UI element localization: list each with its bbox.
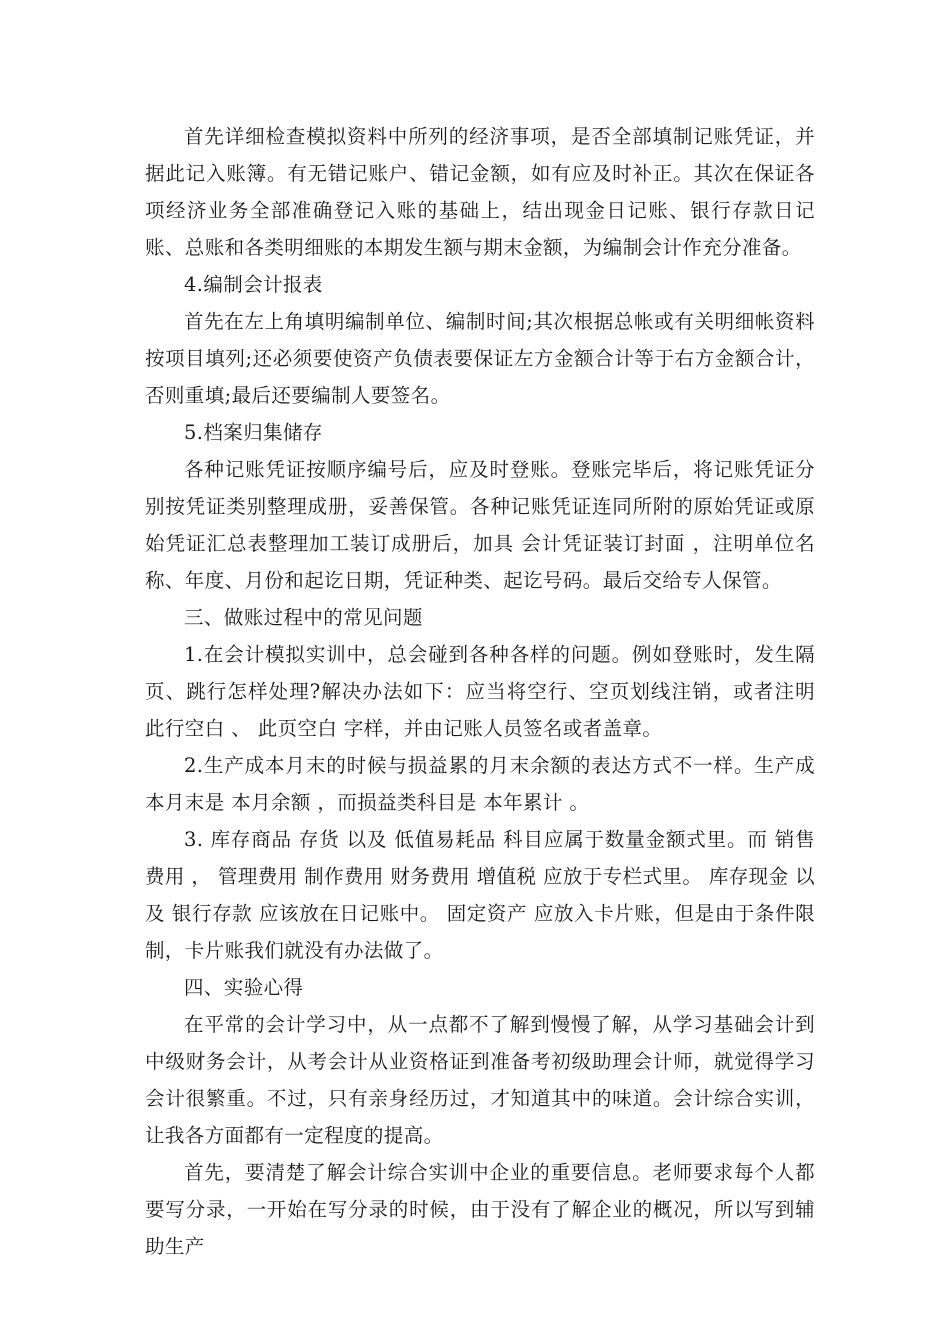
paragraph-prepare-statements: 首先在左上角填明编制单位、编制时间;其次根据总帐或有关明细帐资料按项目填列;还必须要使资产负债表要保证左方金额合计等于右方金额合计，否则重填;最后还要编制人要签名。 xyxy=(145,310,815,407)
heading-experiment-reflections: 四、实验心得 xyxy=(184,976,304,999)
heading-archive-storage: 5.档案归集储存 xyxy=(184,421,323,444)
paragraph-problem-2: 2.生产成本月末的时候与损益累的月末余额的表达方式不一样。生产成本月末是 本月余额 ，而损益类科目是 本年累计 。 xyxy=(145,754,815,814)
paragraph-reflection-2: 首先，要清楚了解会计综合实训中企业的重要信息。老师要求每个人都要写分录，一开始在写分录的时候，由于没有了解企业的概况，所以写到辅助生产 xyxy=(145,1161,815,1258)
heading-prepare-statements: 4.编制会计报表 xyxy=(184,273,323,296)
heading-common-problems: 三、做账过程中的常见问题 xyxy=(184,606,423,629)
paragraph-problem-3: 3. 库存商品 存货 以及 低值易耗品 科目应属于数量金额式里。而 销售费用 ， 管理费用 制作费用 财务费用 增值税 应放于专栏式里。 库存现金 以及 银行存款 应该放在日记账中。 固定资产 应放入卡片账，但是由于条件限制，卡片账我们就没有办法做了。 xyxy=(145,828,815,962)
paragraph-archive-storage: 各种记账凭证按顺序编号后，应及时登账。登账完毕后，将记账凭证分别按凭证类别整理成册，妥善保管。各种记账凭证连同所附的原始凭证或原始凭证汇总表整理加工装订成册后，加具 会计凭证装订封面 ，注明单位名称、年度、月份和起讫日期，凭证种类、起讫号码。最后交给专人保管。 xyxy=(145,458,815,592)
paragraph-problem-1: 1.在会计模拟实训中，总会碰到各种各样的问题。例如登账时，发生隔页、跳行怎样处理?解决办法如下：应当将空行、空页划线注销，或者注明 此行空白 、 此页空白 字样，并由记账人员签名或者盖章。 xyxy=(145,643,822,740)
paragraph-ledger-check: 首先详细检查模拟资料中所列的经济事项，是否全部填制记账凭证，并据此记入账簿。有无错记账户、错记金额，如有应及时补正。其次在保证各项经济业务全部准确登记入账的基础上，结出现金日记账、银行存款日记账、总账和各类明细账的本期发生额与期末金额，为编制会计作充分准备。 xyxy=(145,125,815,259)
document-body xyxy=(145,118,822,1265)
paragraph-reflection-1: 在平常的会计学习中，从一点都不了解到慢慢了解，从学习基础会计到中级财务会计，从考会计从业资格证到准备考初级助理会计师，就觉得学习会计很繁重。不过，只有亲身经历过，才知道其中的味道。会计综合实训，让我各方面都有一定程度的提高。 xyxy=(145,1013,815,1147)
